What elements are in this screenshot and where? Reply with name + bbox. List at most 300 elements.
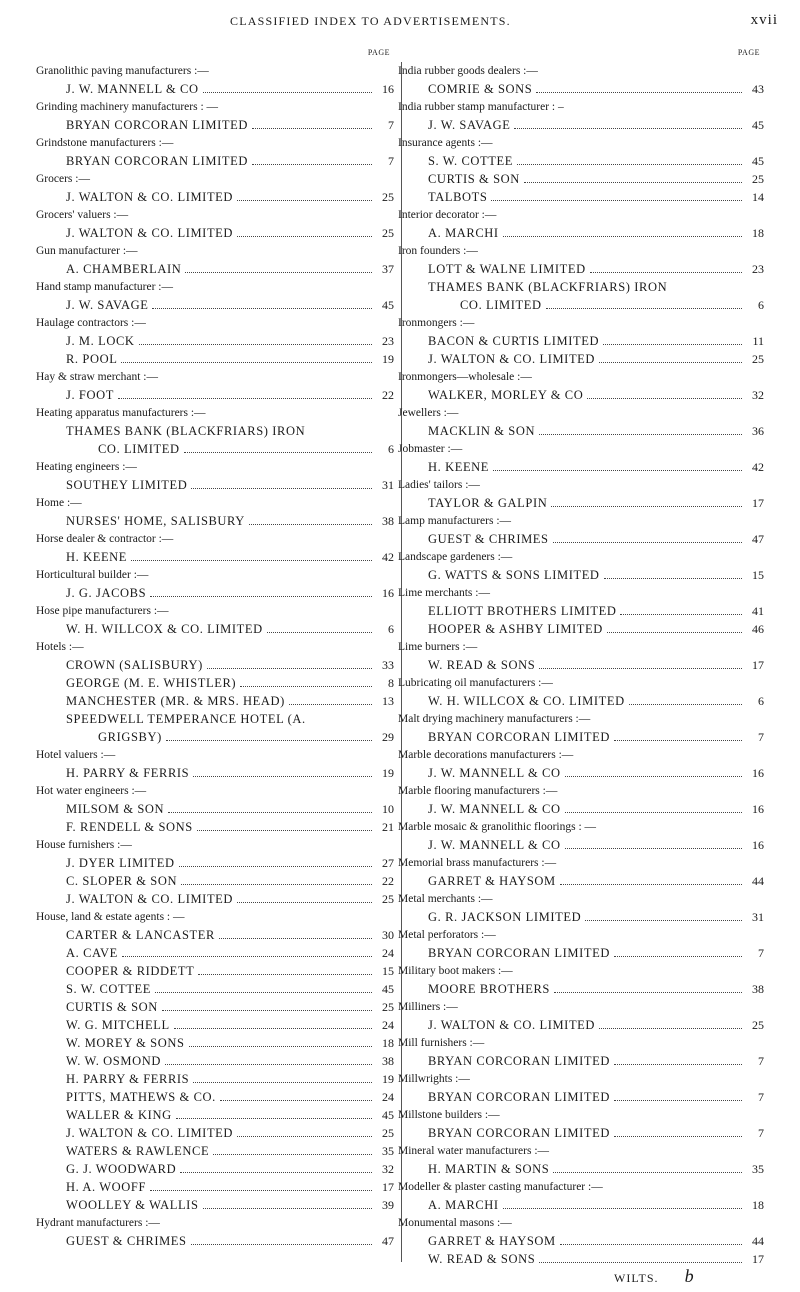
index-entry xyxy=(36,1160,394,1178)
page-reference: 7 xyxy=(388,118,394,132)
category-heading: Lubricating oil manufacturers :— xyxy=(398,677,553,689)
page-reference: 16 xyxy=(752,766,764,780)
page-reference: 46 xyxy=(752,622,764,636)
advertiser-name: GRIGSBY) xyxy=(98,730,162,744)
dot-leader xyxy=(249,514,372,525)
index-entry xyxy=(398,278,764,296)
page-reference: 24 xyxy=(382,946,394,960)
page-reference: 17 xyxy=(382,1180,394,1194)
advertiser-name: WALKER, MORLEY & CO xyxy=(428,388,584,402)
index-entry xyxy=(36,116,394,134)
category-heading: Modeller & plaster casting manufacturer :— xyxy=(398,1181,603,1193)
advertiser-name: SOUTHEY LIMITED xyxy=(66,478,188,492)
category-heading: Heating apparatus manufacturers :— xyxy=(36,407,206,419)
category-heading: Gun manufacturer :— xyxy=(36,245,138,257)
index-entry xyxy=(398,728,764,746)
advertiser-name: J. W. MANNELL & CO xyxy=(428,802,561,816)
category-heading: Haulage contractors :— xyxy=(36,317,146,329)
category-heading: Lime burners :— xyxy=(398,641,478,653)
index-entry xyxy=(36,224,394,242)
advertiser-name: GUEST & CHRIMES xyxy=(428,532,549,546)
dot-leader xyxy=(599,1018,742,1029)
page-reference: 7 xyxy=(758,1054,764,1068)
index-entry xyxy=(398,1124,764,1142)
category-heading: House, land & estate agents : — xyxy=(36,911,185,923)
advertiser-name: J. W. MANNELL & CO xyxy=(66,82,199,96)
category-heading: Ladies' tailors :— xyxy=(398,479,480,491)
advertiser-name: A. CAVE xyxy=(66,946,118,960)
page-reference: 25 xyxy=(382,190,394,204)
dot-leader xyxy=(155,982,372,993)
dot-leader xyxy=(620,604,742,615)
dot-leader xyxy=(310,713,372,723)
dot-leader xyxy=(213,1144,372,1155)
category-heading: Malt drying machinery manufacturers :— xyxy=(398,713,591,725)
dot-leader xyxy=(131,550,372,561)
page-reference: 25 xyxy=(382,226,394,240)
dot-leader xyxy=(614,730,742,741)
advertiser-name: W. G. MITCHELL xyxy=(66,1018,170,1032)
advertiser-name: ELLIOTT BROTHERS LIMITED xyxy=(428,604,617,618)
dot-leader xyxy=(203,1198,373,1209)
page-reference: 45 xyxy=(382,982,394,996)
advertiser-name: GEORGE (M. E. WHISTLER) xyxy=(66,676,237,690)
advertiser-name: H. KEENE xyxy=(428,460,490,474)
page-reference: 44 xyxy=(752,1234,764,1248)
advertiser-name: GUEST & CHRIMES xyxy=(66,1234,187,1248)
index-entry xyxy=(398,1196,764,1214)
category-heading: Insurance agents :— xyxy=(398,137,493,149)
dot-leader xyxy=(493,460,742,471)
index-entry xyxy=(398,1232,764,1250)
advertiser-name: A. MARCHI xyxy=(428,1198,499,1212)
dot-leader xyxy=(585,910,742,921)
category-heading: Home :— xyxy=(36,497,82,509)
page-reference: 16 xyxy=(752,802,764,816)
category-heading: Military boot makers :— xyxy=(398,965,513,977)
page-reference: 41 xyxy=(752,604,764,618)
page-title: CLASSIFIED INDEX TO ADVERTISEMENTS. xyxy=(230,14,511,28)
category-heading: India rubber stamp manufacturer : – xyxy=(398,101,564,113)
category-heading: House furnishers :— xyxy=(36,839,132,851)
index-entry xyxy=(36,332,394,350)
page-reference: 16 xyxy=(752,838,764,852)
advertiser-name: GARRET & HAYSOM xyxy=(428,1234,556,1248)
page-reference: 21 xyxy=(382,820,394,834)
page-reference: 8 xyxy=(388,676,394,690)
page-reference: 25 xyxy=(752,172,764,186)
index-entry xyxy=(36,926,394,944)
page-reference: 6 xyxy=(758,298,764,312)
category-heading: Horse dealer & contractor :— xyxy=(36,533,174,545)
page-reference: 38 xyxy=(752,982,764,996)
index-entry xyxy=(36,764,394,782)
dot-leader xyxy=(198,964,372,975)
page-reference: 14 xyxy=(752,190,764,204)
page-reference: 6 xyxy=(388,442,394,456)
advertiser-name: W. READ & SONS xyxy=(428,1252,536,1266)
dot-leader xyxy=(539,658,742,669)
page-reference: 16 xyxy=(382,586,394,600)
dot-leader xyxy=(181,874,372,885)
index-entry xyxy=(36,80,394,98)
index-entry xyxy=(398,800,764,818)
index-entry xyxy=(36,692,394,710)
index-entry xyxy=(36,890,394,908)
advertiser-name: BRYAN CORCORAN LIMITED xyxy=(66,118,248,132)
dot-leader xyxy=(165,1054,372,1065)
index-entry xyxy=(36,656,394,674)
advertiser-name: H. KEENE xyxy=(66,550,128,564)
dot-leader xyxy=(122,946,372,957)
page-reference: 45 xyxy=(752,118,764,132)
index-entry xyxy=(36,188,394,206)
category-heading: Millwrights :— xyxy=(398,1073,470,1085)
dot-leader xyxy=(237,226,372,237)
advertiser-name: S. W. COTTEE xyxy=(428,154,513,168)
page-reference: 45 xyxy=(382,298,394,312)
advertiser-name: F. RENDELL & SONS xyxy=(66,820,193,834)
index-entry xyxy=(36,872,394,890)
page-reference: 38 xyxy=(382,1054,394,1068)
advertiser-name: GARRET & HAYSOM xyxy=(428,874,556,888)
advertiser-name: J. WALTON & CO. LIMITED xyxy=(428,1018,596,1032)
advertiser-name: WATERS & RAWLENCE xyxy=(66,1144,210,1158)
advertiser-name: J. W. SAVAGE xyxy=(428,118,511,132)
dot-leader xyxy=(551,496,742,507)
page-reference: 7 xyxy=(388,154,394,168)
dot-leader xyxy=(554,982,742,993)
page-reference: 19 xyxy=(382,352,394,366)
category-heading: Hose pipe manufacturers :— xyxy=(36,605,169,617)
dot-leader xyxy=(517,154,742,165)
dot-leader xyxy=(267,622,372,633)
page-reference: 25 xyxy=(382,1126,394,1140)
dot-leader xyxy=(176,1108,372,1119)
page-reference: 33 xyxy=(382,658,394,672)
index-entry xyxy=(36,710,394,728)
index-entry xyxy=(398,620,764,638)
dot-leader xyxy=(539,1252,742,1263)
advertiser-name: J. W. SAVAGE xyxy=(66,298,149,312)
dot-leader xyxy=(565,838,742,849)
advertiser-name: J. WALTON & CO. LIMITED xyxy=(66,190,234,204)
index-entry xyxy=(398,170,764,188)
advertiser-name: BRYAN CORCORAN LIMITED xyxy=(428,946,610,960)
advertiser-name: BRYAN CORCORAN LIMITED xyxy=(428,730,610,744)
page-header xyxy=(0,14,800,34)
category-heading: Granolithic paving manufacturers :— xyxy=(36,65,209,77)
category-heading: Hot water engineers :— xyxy=(36,785,147,797)
advertiser-name: J. G. JACOBS xyxy=(66,586,147,600)
index-entry xyxy=(398,332,764,350)
index-entry xyxy=(36,1232,394,1250)
dot-leader xyxy=(220,1090,372,1101)
advertiser-name: THAMES BANK (BLACKFRIARS) IRON xyxy=(66,424,306,438)
dot-leader xyxy=(539,424,742,435)
index-entry xyxy=(398,494,764,512)
category-heading: Metal merchants :— xyxy=(398,893,493,905)
advertiser-name: W. H. WILLCOX & CO. LIMITED xyxy=(66,622,263,636)
index-entry xyxy=(36,728,394,746)
advertiser-name: J. WALTON & CO. LIMITED xyxy=(66,226,234,240)
page-reference: 6 xyxy=(388,622,394,636)
dot-leader xyxy=(219,928,372,939)
index-entry xyxy=(398,764,764,782)
advertiser-name: TAYLOR & GALPIN xyxy=(428,496,548,510)
page-reference: 45 xyxy=(382,1108,394,1122)
category-heading: Marble flooring manufacturers :— xyxy=(398,785,558,797)
dot-leader xyxy=(162,1000,372,1011)
dot-leader xyxy=(553,532,742,543)
index-entry xyxy=(36,1106,394,1124)
category-heading: Mineral water manufacturers :— xyxy=(398,1145,550,1157)
dot-leader xyxy=(599,352,742,363)
advertiser-name: SPEEDWELL TEMPERANCE HOTEL (A. xyxy=(66,712,306,726)
index-entry xyxy=(398,296,764,314)
advertiser-name: CURTIS & SON xyxy=(66,1000,158,1014)
index-entry xyxy=(36,350,394,368)
dot-leader xyxy=(180,1162,372,1173)
index-entry xyxy=(398,188,764,206)
index-entry xyxy=(36,1142,394,1160)
dot-leader xyxy=(614,1090,742,1101)
dot-leader xyxy=(614,1054,742,1065)
index-entry xyxy=(36,944,394,962)
dot-leader xyxy=(590,262,742,273)
page-reference: 42 xyxy=(752,460,764,474)
dot-leader xyxy=(546,298,742,309)
index-entry xyxy=(398,908,764,926)
index-entry xyxy=(36,296,394,314)
page-footer xyxy=(614,1266,695,1287)
advertiser-name: J. WALTON & CO. LIMITED xyxy=(66,1126,234,1140)
page-number: xvii xyxy=(750,12,778,28)
advertiser-name: H. MARTIN & SONS xyxy=(428,1162,550,1176)
page-reference: 24 xyxy=(382,1018,394,1032)
dot-leader xyxy=(150,1180,372,1191)
advertiser-name: TALBOTS xyxy=(428,190,488,204)
page-reference: 24 xyxy=(382,1090,394,1104)
page-reference: 42 xyxy=(382,550,394,564)
page-reference: 17 xyxy=(752,658,764,672)
page-reference: 32 xyxy=(752,388,764,402)
advertiser-name: CARTER & LANCASTER xyxy=(66,928,215,942)
dot-leader xyxy=(614,946,742,957)
page-reference: 38 xyxy=(382,514,394,528)
dot-leader xyxy=(150,586,372,597)
dot-leader xyxy=(184,442,372,453)
category-heading: Lime merchants :— xyxy=(398,587,490,599)
dot-leader xyxy=(207,658,372,669)
index-entry xyxy=(36,476,394,494)
category-heading: India rubber goods dealers :— xyxy=(398,65,538,77)
category-heading: Marble decorations manufacturers :— xyxy=(398,749,574,761)
index-entry xyxy=(398,656,764,674)
index-entry xyxy=(398,1088,764,1106)
index-entry xyxy=(36,152,394,170)
index-entry xyxy=(398,80,764,98)
index-column-right xyxy=(398,46,764,1268)
page-reference: 25 xyxy=(752,352,764,366)
category-heading: Grindstone manufacturers :— xyxy=(36,137,174,149)
advertiser-name: J. W. MANNELL & CO xyxy=(428,766,561,780)
dot-leader xyxy=(193,1072,372,1083)
dot-leader xyxy=(603,334,742,345)
category-heading: Millstone builders :— xyxy=(398,1109,500,1121)
page-column-label: PAGE xyxy=(737,48,760,57)
advertiser-name: W. W. OSMOND xyxy=(66,1054,161,1068)
page-reference: 7 xyxy=(758,1126,764,1140)
dot-leader xyxy=(604,568,742,579)
category-heading: Memorial brass manufacturers :— xyxy=(398,857,557,869)
page-reference: 18 xyxy=(752,226,764,240)
advertiser-name: CO. LIMITED xyxy=(98,442,180,456)
index-entry xyxy=(36,854,394,872)
advertiser-name: MILSOM & SON xyxy=(66,802,165,816)
dot-leader xyxy=(237,892,372,903)
advertiser-name: MACKLIN & SON xyxy=(428,424,536,438)
page-reference: 25 xyxy=(382,892,394,906)
page-reference: 18 xyxy=(382,1036,394,1050)
dot-leader xyxy=(629,694,742,705)
page-reference: 32 xyxy=(382,1162,394,1176)
dot-leader xyxy=(524,172,742,183)
category-heading: Landscape gardeners :— xyxy=(398,551,513,563)
advertiser-name: G. R. JACKSON LIMITED xyxy=(428,910,582,924)
advertiser-name: A. MARCHI xyxy=(428,226,499,240)
page-reference: 47 xyxy=(382,1234,394,1248)
category-heading: Jewellers :— xyxy=(398,407,459,419)
page-reference: 18 xyxy=(752,1198,764,1212)
page-reference: 15 xyxy=(382,964,394,978)
index-entry xyxy=(36,1124,394,1142)
page-reference: 15 xyxy=(752,568,764,582)
index-entry xyxy=(36,1088,394,1106)
index-entry xyxy=(398,350,764,368)
index-entry xyxy=(398,980,764,998)
page-reference: 30 xyxy=(382,928,394,942)
category-heading: Mill furnishers :— xyxy=(398,1037,485,1049)
page-reference: 47 xyxy=(752,532,764,546)
dot-leader xyxy=(514,118,742,129)
page-reference: 17 xyxy=(752,496,764,510)
category-heading: Heating engineers :— xyxy=(36,461,137,473)
advertiser-name: C. SLOPER & SON xyxy=(66,874,178,888)
category-heading: Hydrant manufacturers :— xyxy=(36,1217,160,1229)
page-reference: 23 xyxy=(752,262,764,276)
dot-leader xyxy=(174,1018,372,1029)
page-reference: 13 xyxy=(382,694,394,708)
dot-leader xyxy=(252,154,372,165)
index-entry xyxy=(398,944,764,962)
category-heading: Jobmaster :— xyxy=(398,443,463,455)
index-entry xyxy=(398,836,764,854)
advertiser-name: WOOLLEY & WALLIS xyxy=(66,1198,199,1212)
advertiser-name: HOOPER & ASHBY LIMITED xyxy=(428,622,603,636)
page-column-label: PAGE xyxy=(367,48,390,57)
dot-leader xyxy=(179,856,372,867)
advertiser-name: W. READ & SONS xyxy=(428,658,536,672)
index-entry xyxy=(398,872,764,890)
dot-leader xyxy=(309,425,372,435)
dot-leader xyxy=(185,262,372,273)
dot-leader xyxy=(152,298,372,309)
index-entry xyxy=(36,1016,394,1034)
advertiser-name: COMRIE & SONS xyxy=(428,82,533,96)
advertiser-name: H. A. WOOFF xyxy=(66,1180,146,1194)
dot-leader xyxy=(139,334,372,345)
index-entry xyxy=(36,422,394,440)
dot-leader xyxy=(491,190,742,201)
advertiser-name: H. PARRY & FERRIS xyxy=(66,766,190,780)
category-heading: Ironmongers—wholesale :— xyxy=(398,371,532,383)
index-entry xyxy=(36,386,394,404)
dot-leader xyxy=(118,388,372,399)
dot-leader xyxy=(252,118,372,129)
index-entry xyxy=(398,1016,764,1034)
index-entry xyxy=(36,1052,394,1070)
dot-leader xyxy=(671,281,742,291)
index-entry xyxy=(36,980,394,998)
advertiser-name: S. W. COTTEE xyxy=(66,982,151,996)
dot-leader xyxy=(191,1234,372,1245)
page-reference: 11 xyxy=(752,334,764,348)
index-entry xyxy=(36,1034,394,1052)
index-entry xyxy=(36,800,394,818)
advertiser-name: PITTS, MATHEWS & CO. xyxy=(66,1090,216,1104)
index-column-left xyxy=(36,46,394,1250)
advertiser-name: G. J. WOODWARD xyxy=(66,1162,177,1176)
index-entry xyxy=(398,1250,764,1268)
category-heading: Hand stamp manufacturer :— xyxy=(36,281,173,293)
page-reference: 35 xyxy=(752,1162,764,1176)
advertiser-name: BRYAN CORCORAN LIMITED xyxy=(428,1054,610,1068)
advertiser-name: MANCHESTER (MR. & MRS. HEAD) xyxy=(66,694,285,708)
dot-leader xyxy=(289,694,372,705)
county-label: WILTS. xyxy=(614,1271,659,1285)
dot-leader xyxy=(168,802,372,813)
page-reference: 6 xyxy=(758,694,764,708)
advertiser-name: R. POOL xyxy=(66,352,118,366)
index-entry xyxy=(36,548,394,566)
advertiser-name: BRYAN CORCORAN LIMITED xyxy=(66,154,248,168)
advertiser-name: G. WATTS & SONS LIMITED xyxy=(428,568,600,582)
advertiser-name: LOTT & WALNE LIMITED xyxy=(428,262,586,276)
category-heading: Horticultural builder :— xyxy=(36,569,149,581)
advertiser-name: THAMES BANK (BLACKFRIARS) IRON xyxy=(428,280,668,294)
page-reference: 19 xyxy=(382,766,394,780)
index-entry xyxy=(398,566,764,584)
dot-leader xyxy=(607,622,742,633)
category-heading: Monumental masons :— xyxy=(398,1217,512,1229)
page-reference: 36 xyxy=(752,424,764,438)
dot-leader xyxy=(614,1126,742,1137)
index-entry xyxy=(36,1196,394,1214)
category-heading: Grocers :— xyxy=(36,173,90,185)
category-heading: Metal perforators :— xyxy=(398,929,496,941)
index-entry xyxy=(398,692,764,710)
category-heading: Interior decorator :— xyxy=(398,209,497,221)
category-heading: Hotel valuers :— xyxy=(36,749,116,761)
advertiser-name: W. H. WILLCOX & CO. LIMITED xyxy=(428,694,625,708)
dot-leader xyxy=(193,766,372,777)
dot-leader xyxy=(121,352,372,363)
index-entry xyxy=(398,224,764,242)
dot-leader xyxy=(189,1036,372,1047)
dot-leader xyxy=(166,730,372,741)
page-reference: 19 xyxy=(382,1072,394,1086)
